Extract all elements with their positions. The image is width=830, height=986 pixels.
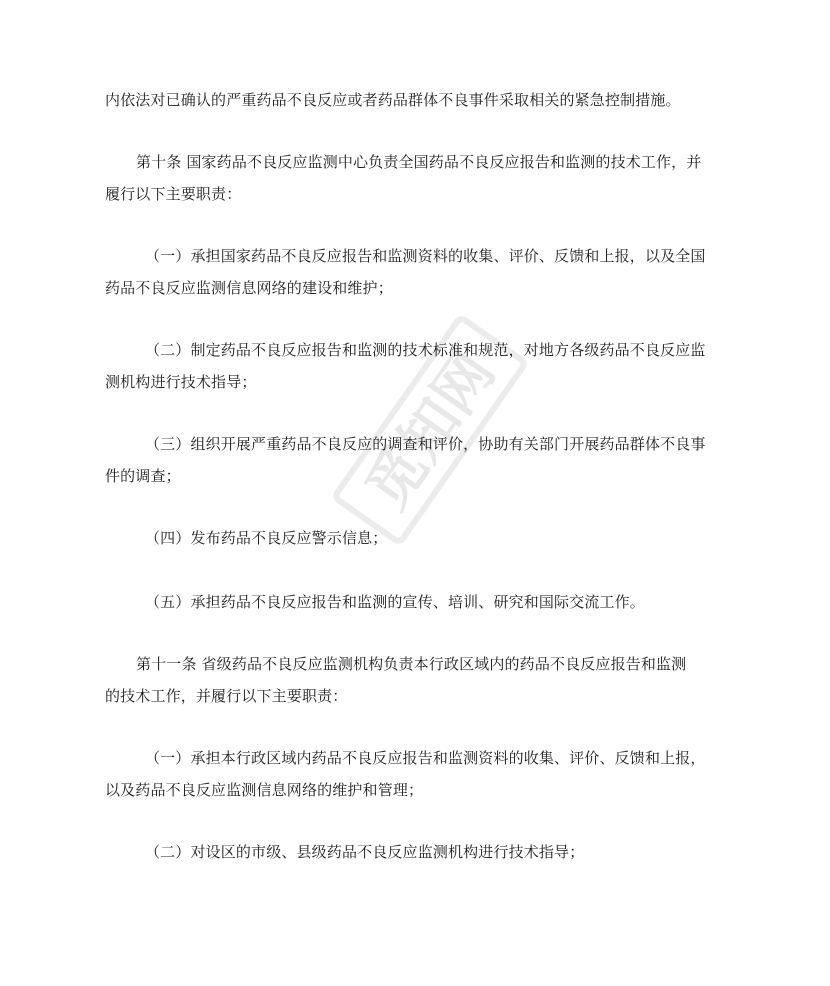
- article-10-heading: 第十条 国家药品不良反应监测中心负责全国药品不良反应报告和监测的技术工作，并: [136, 153, 702, 171]
- paragraph-line: 内依法对已确认的严重药品不良反应或者药品群体不良事件采取相关的紧急控制措施。: [105, 91, 681, 109]
- watermark-text: 觅知网: [352, 339, 508, 521]
- paragraph-line: 的技术工作，并履行以下主要职责：: [105, 687, 348, 705]
- list-item-continuation: 测机构进行技术指导；: [105, 373, 257, 391]
- article-11-heading: 第十一条 省级药品不良反应监测机构负责本行政区域内的药品不良反应报告和监测: [136, 655, 687, 673]
- list-item: （四）发布药品不良反应警示信息；: [145, 529, 388, 547]
- list-item: （五）承担药品不良反应报告和监测的宣传、培训、研究和国际交流工作。: [145, 593, 645, 611]
- list-item: （一）承担国家药品不良反应报告和监测资料的收集、评价、反馈和上报，以及全国: [145, 247, 706, 265]
- list-item-continuation: 药品不良反应监测信息网络的建设和维护；: [105, 279, 393, 297]
- list-item: （三）组织开展严重药品不良反应的调查和评价，协助有关部门开展药品群体不良事: [145, 435, 706, 453]
- watermark-graphic: [300, 300, 560, 560]
- list-item-continuation: 以及药品不良反应监测信息网络的维护和管理；: [105, 781, 424, 799]
- list-item: （一）承担本行政区域内药品不良反应报告和监测资料的收集、评价、反馈和上报，: [145, 749, 706, 767]
- list-item: （二）制定药品不良反应报告和监测的技术标准和规范，对地方各级药品不良反应监: [145, 341, 706, 359]
- watermark: [300, 300, 560, 560]
- paragraph-line: 履行以下主要职责：: [105, 185, 242, 203]
- list-item-continuation: 件的调查；: [105, 467, 181, 485]
- list-item: （二）对设区的市级、县级药品不良反应监测机构进行技术指导；: [145, 843, 585, 861]
